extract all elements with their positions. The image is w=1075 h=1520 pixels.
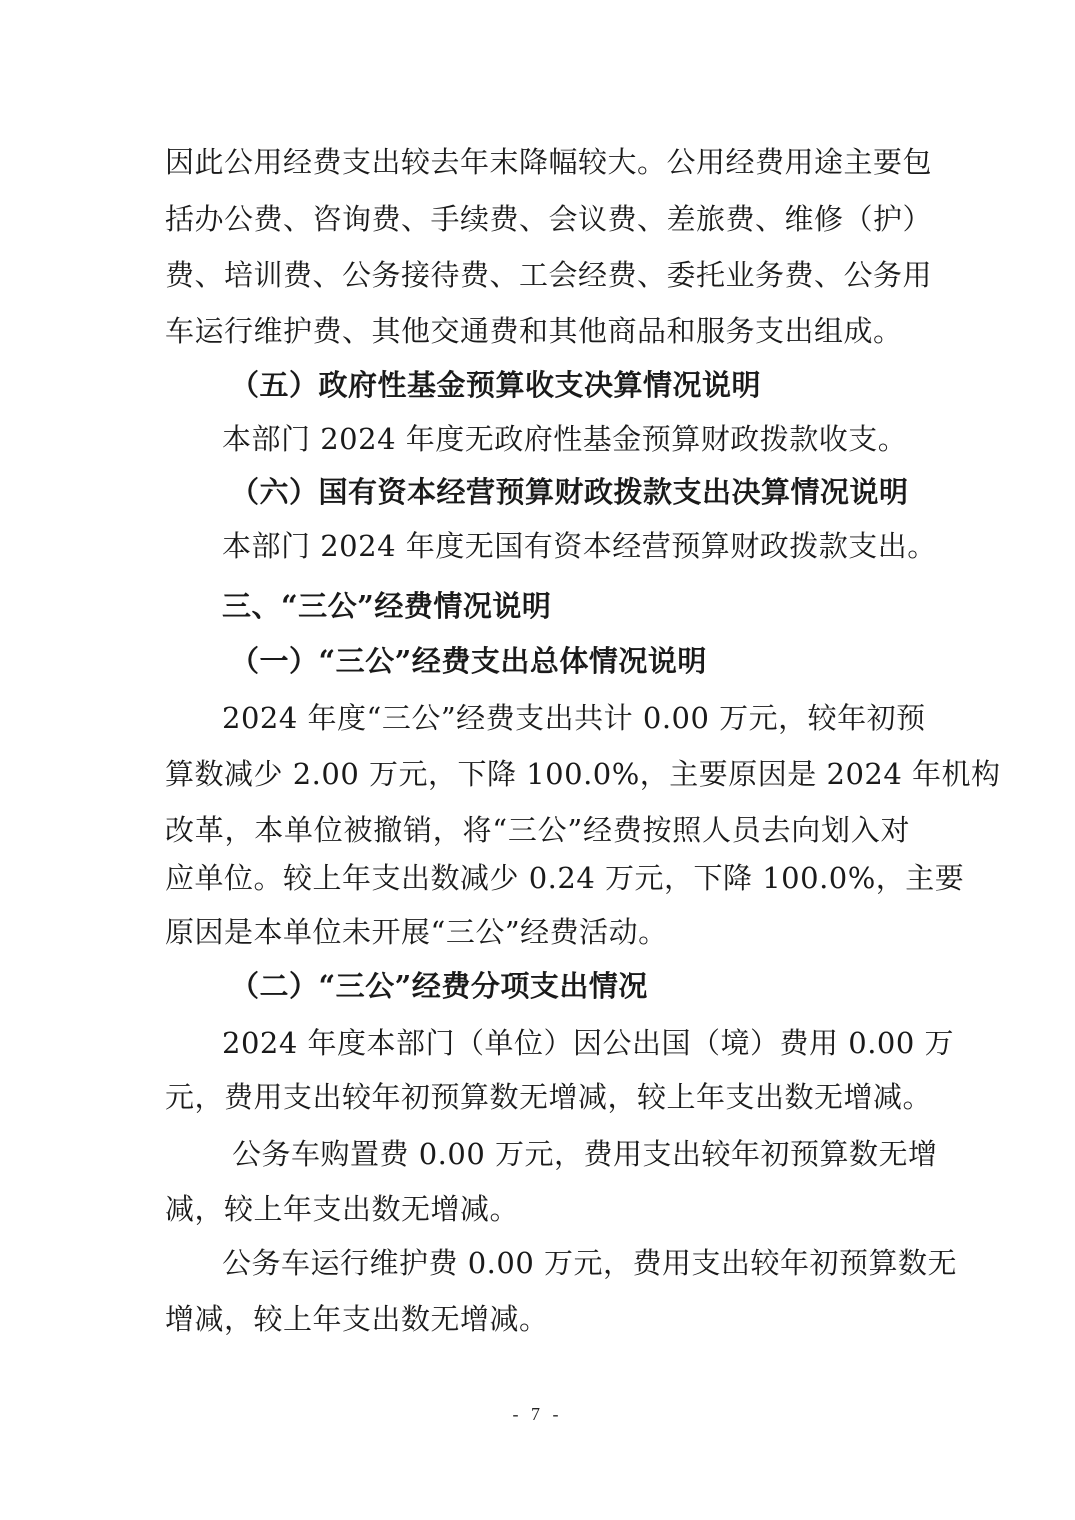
paragraph-line: 减，较上年支出数无增减。 bbox=[165, 1192, 520, 1226]
section-body-6: 本部门 2024 年度无国有资本经营预算财政拨款支出。 bbox=[222, 529, 937, 563]
part-heading-3: 三、“三公”经费情况说明 bbox=[222, 589, 552, 623]
paragraph-line: 2024 年度本部门（单位）因公出国（境）费用 0.00 万 bbox=[222, 1026, 955, 1060]
paragraph-line: 公务车运行维护费 0.00 万元，费用支出较年初预算数无 bbox=[222, 1246, 958, 1280]
paragraph-line: 改革，本单位被撤销，将“三公”经费按照人员去向划入对 bbox=[165, 813, 910, 847]
section-heading-6: （六）国有资本经营预算财政拨款支出决算情况说明 bbox=[230, 475, 909, 509]
page-number: - 7 - bbox=[512, 1404, 563, 1424]
paragraph-line: 因此公用经费支出较去年末降幅较大。公用经费用途主要包 bbox=[165, 145, 933, 179]
paragraph-line: 算数减少 2.00 万元，下降 100.0%，主要原因是 2024 年机构 bbox=[165, 757, 1001, 791]
subsection-heading-2: （二）“三公”经费分项支出情况 bbox=[230, 969, 648, 1003]
paragraph-line: 车运行维护费、其他交通费和其他商品和服务支出组成。 bbox=[165, 314, 903, 348]
paragraph-line: 原因是本单位未开展“三公”经费活动。 bbox=[165, 915, 668, 949]
section-heading-5: （五）政府性基金预算收支决算情况说明 bbox=[230, 368, 762, 402]
subsection-heading-1: （一）“三公”经费支出总体情况说明 bbox=[230, 644, 707, 678]
paragraph-line: 费、培训费、公务接待费、工会经费、委托业务费、公务用 bbox=[165, 258, 933, 292]
paragraph-line: 公务车购置费 0.00 万元，费用支出较年初预算数无增 bbox=[232, 1137, 938, 1171]
paragraph-line: 2024 年度“三公”经费支出共计 0.00 万元，较年初预 bbox=[222, 701, 926, 735]
paragraph-line: 元，费用支出较年初预算数无增减，较上年支出数无增减。 bbox=[165, 1080, 933, 1114]
paragraph-line: 增减，较上年支出数无增减。 bbox=[165, 1302, 549, 1336]
paragraph-line: 应单位。较上年支出数减少 0.24 万元，下降 100.0%，主要 bbox=[165, 861, 965, 895]
paragraph-line: 括办公费、咨询费、手续费、会议费、差旅费、维修（护） bbox=[165, 202, 933, 236]
section-body-5: 本部门 2024 年度无政府性基金预算财政拨款收支。 bbox=[222, 422, 908, 456]
